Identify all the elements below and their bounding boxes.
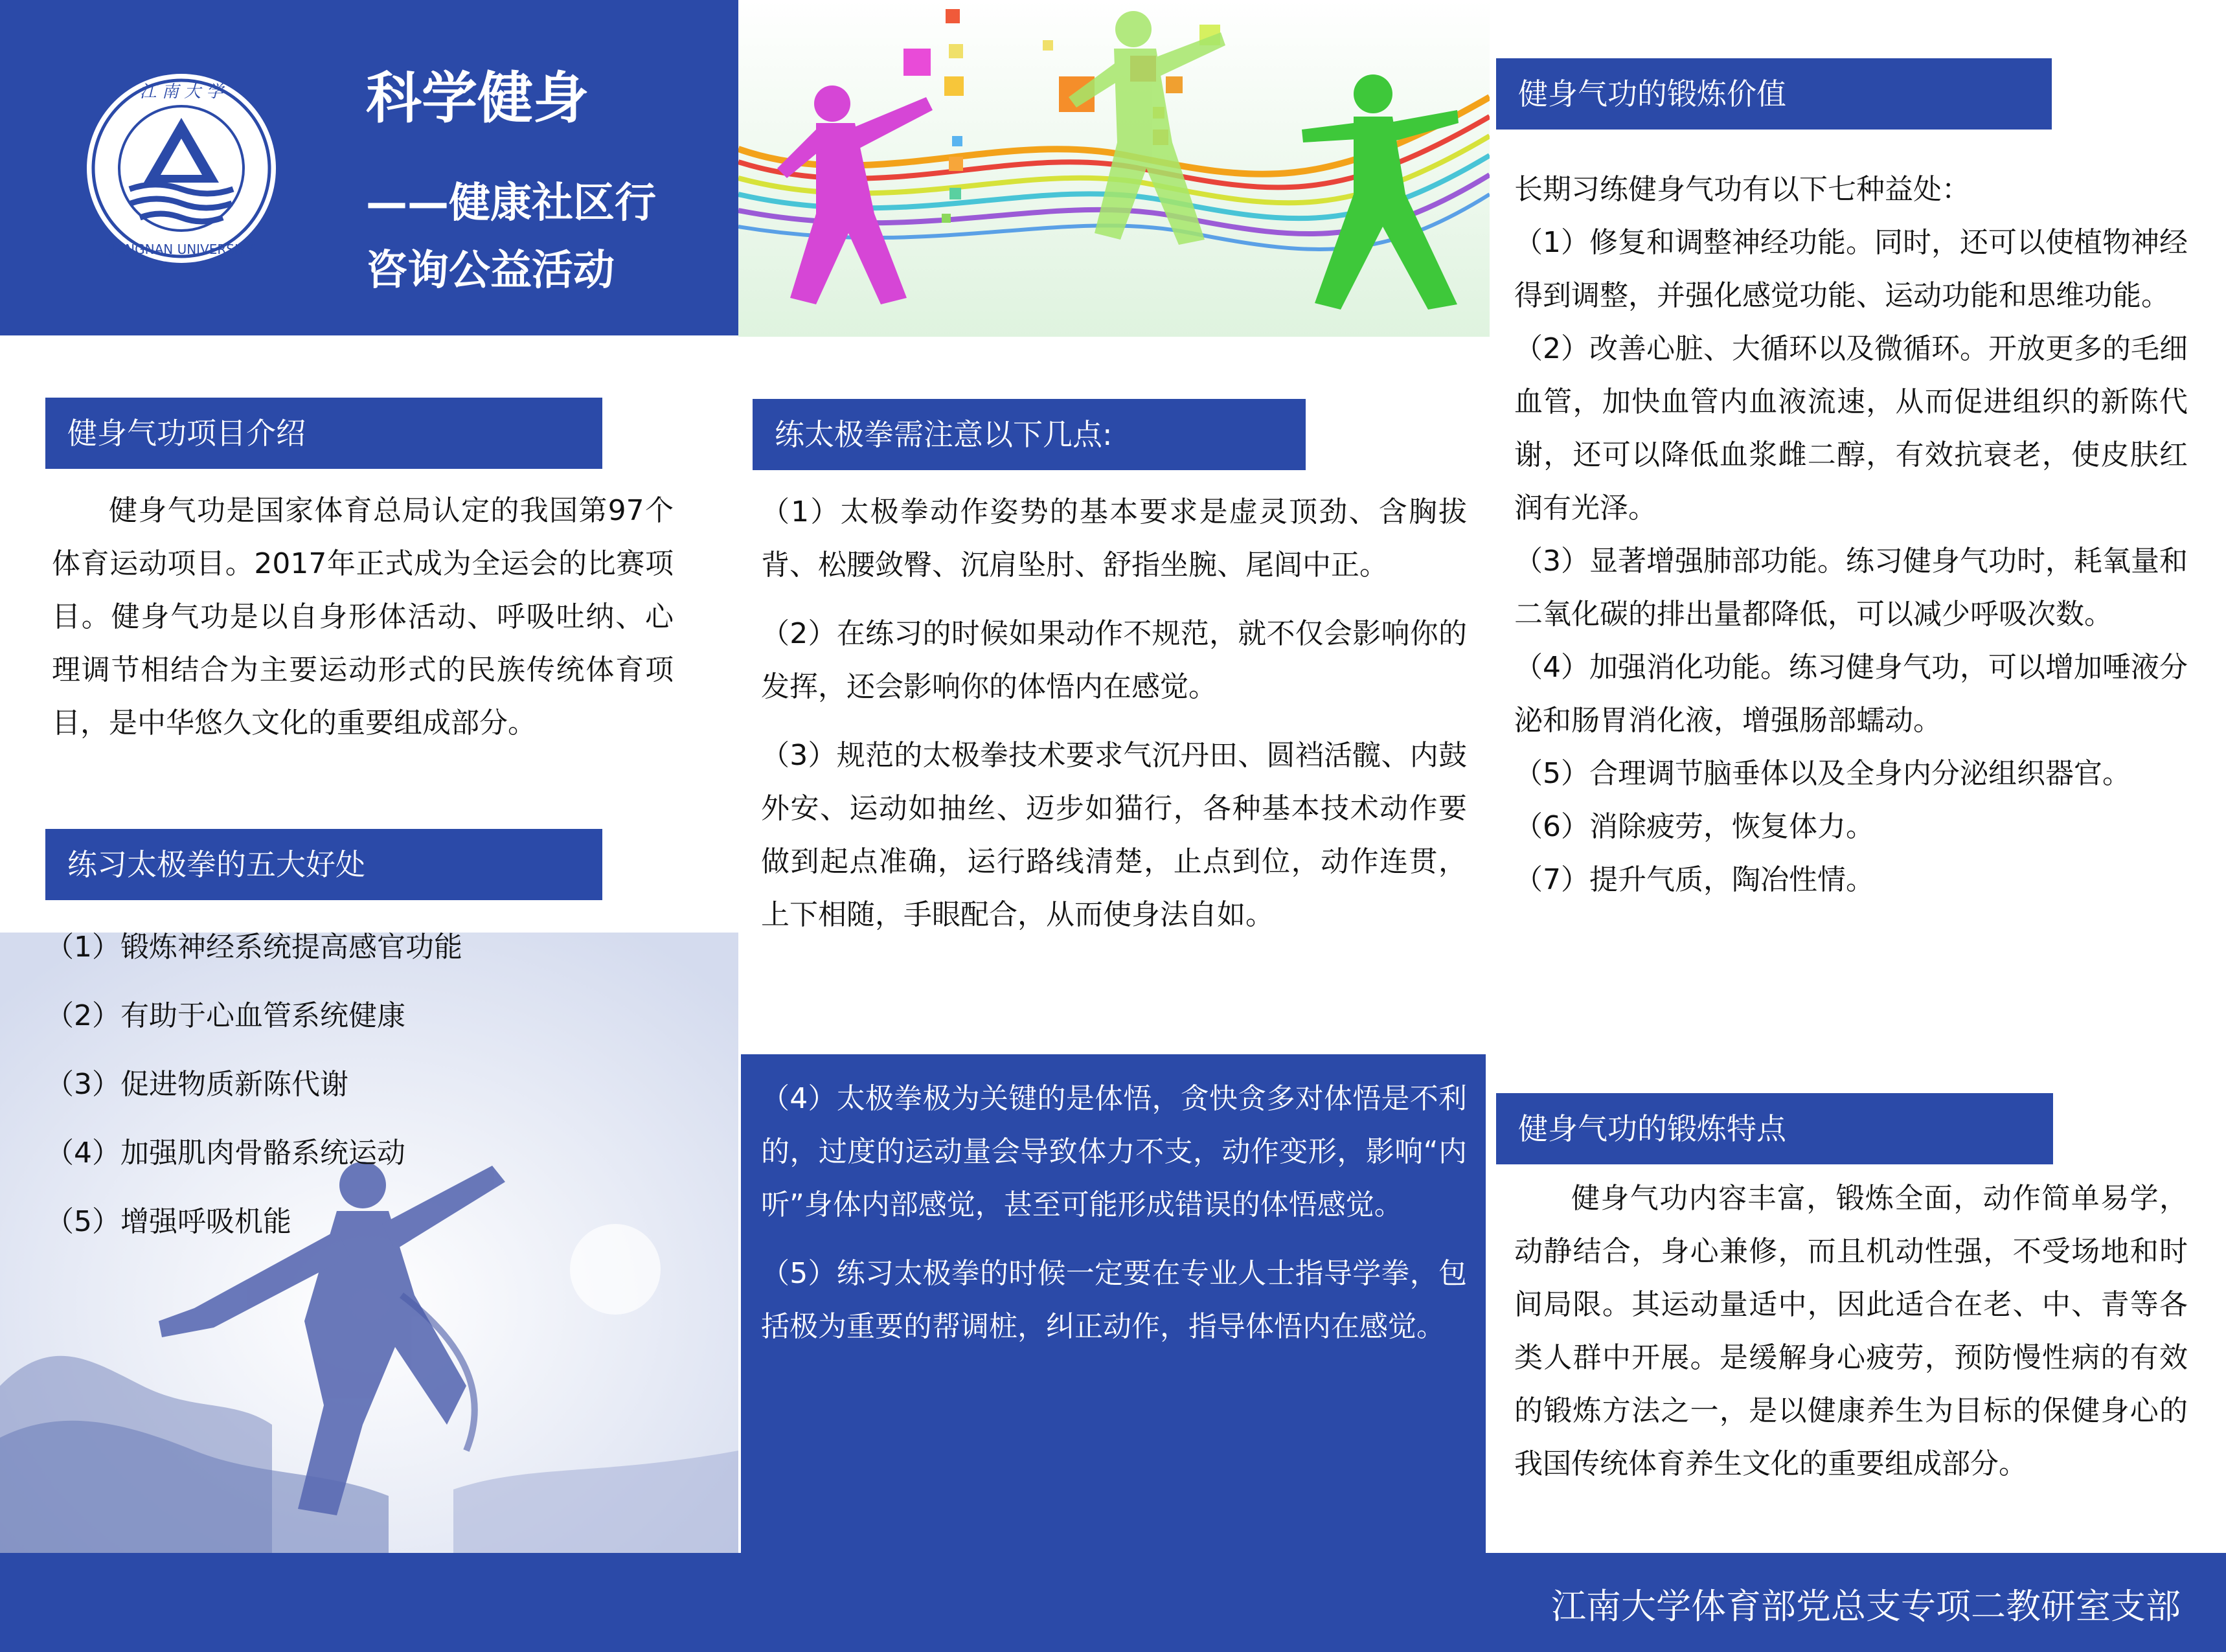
features-paragraph: 健身气功内容丰富，锻炼全面，动作简单易学，动静结合，身心兼修，而且机动性强，不受场地和时间局限。其运动量适中，因此适合在老、中、青等各类人群中开展。是缓解身心疲劳，预防慢性病的有效的锻炼方法之一，是以健康养生为目标的保健身心的我国传统体育养生文化的重要组成部分。 [1514,1182,2188,1480]
intro-paragraph: 健身气功是国家体育总局认定的我国第97个体育运动项目。2017年正式成为全运会的比赛项目。健身气功是以自身形体活动、呼吸吐纳、心理调节相结合为主要运动形式的民族传统体育项目，是中华悠久文化的重要组成部分。 [52,494,674,740]
notes-list [761,486,1467,942]
list-item: （1）锻炼神经系统提高感官功能 [45,931,462,964]
note-item: （2）在练习的时候如果动作不规范，就不仅会影响你的发挥，还会影响你的体悟内在感觉。 [761,617,1467,703]
value-item: （5）合理调节脑垂体以及全身内分泌组织器官。 [1514,757,2131,790]
svg-text:JIANGNAN UNIVERSITY: JIANGNAN UNIVERSITY [108,242,255,257]
footer-text: 江南大学体育部党总支专项二教研室支部 [1551,1586,2181,1627]
page-title: 科学健身 [366,66,589,131]
note-item: （3）规范的太极拳技术要求气沉丹田、圆裆活髋、内鼓外安、运动如抽丝、迈步如猫行，各种基本技术动作要做到起点准确，运行路线清楚，止点到位，动作连贯，上下相随，手眼配合，从而使身法自如。 [761,739,1467,931]
value-item: （2）改善心脏、大循环以及微循环。开放更多的毛细血管，加快血管内血液流速，从而促进组织的新陈代谢，还可以降低血浆雌二醇，有效抗衰老，使皮肤红润有光泽。 [1514,332,2188,525]
jiangnan-university-logo [84,71,278,266]
subtitle-line-1: ——健康社区行 [366,179,656,227]
list-item: （4）加强肌肉骨骼系统运动 [45,1137,405,1170]
page-subtitle [366,170,656,304]
benefits-list [45,913,693,1256]
intro-section-header: 健身气功项目介绍 [45,398,602,469]
notes-section-header: 练太极拳需注意以下几点: [753,399,1306,470]
value-item: （1）修复和调整神经功能。同时，还可以使植物神经得到调整，并强化感觉功能、运动功能和思维功能。 [1514,226,2188,312]
value-section-header: 健身气功的锻炼价值 [1496,58,2052,130]
note-item: （1）太极拳动作姿势的基本要求是虚灵顶劲、含胸拔背、松腰敛臀、沉肩坠肘、舒指坐腕、尾闾中正。 [761,495,1467,582]
note-item: （5）练习太极拳的时候一定要在专业人士指导学拳，包括极为重要的帮调桩，纠正动作，指导体悟内在感觉。 [761,1257,1467,1343]
subtitle-line-2: 咨询公益活动 [366,247,615,295]
notes-highlight-panel [741,1054,1486,1559]
value-item: （7）提升气质，陶冶性情。 [1514,863,1874,896]
benefits-section-header: 练习太极拳的五大好处 [45,829,602,900]
features-section-header: 健身气功的锻炼特点 [1496,1093,2053,1164]
value-list [1514,163,2188,907]
list-item: （3）促进物质新陈代谢 [45,1068,348,1101]
list-item: （2）有助于心血管系统健康 [45,999,405,1032]
svg-text:江 南 大 学: 江 南 大 学 [139,82,223,102]
value-intro: 长期习练健身气功有以下七种益处： [1514,173,1970,206]
value-item: （3）显著增强肺部功能。练习健身气功时，耗氧量和二氧化碳的排出量都降低，可以减少呼吸次数。 [1514,545,2188,631]
value-item: （4）加强消化功能。练习健身气功，可以增加唾液分泌和肠胃消化液，增强肠部蠕动。 [1514,651,2188,737]
note-item: （4）太极拳极为关键的是体悟，贪快贪多对体悟是不利的，过度的运动量会导致体力不支，动作变形，影响“内听”身体内部感觉，甚至可能形成错误的体悟感觉。 [761,1082,1467,1221]
list-item: （5）增强呼吸机能 [45,1205,291,1238]
tai-chi-banner-illustration [738,0,1490,337]
value-item: （6）消除疲劳，恢复体力。 [1514,810,1874,843]
